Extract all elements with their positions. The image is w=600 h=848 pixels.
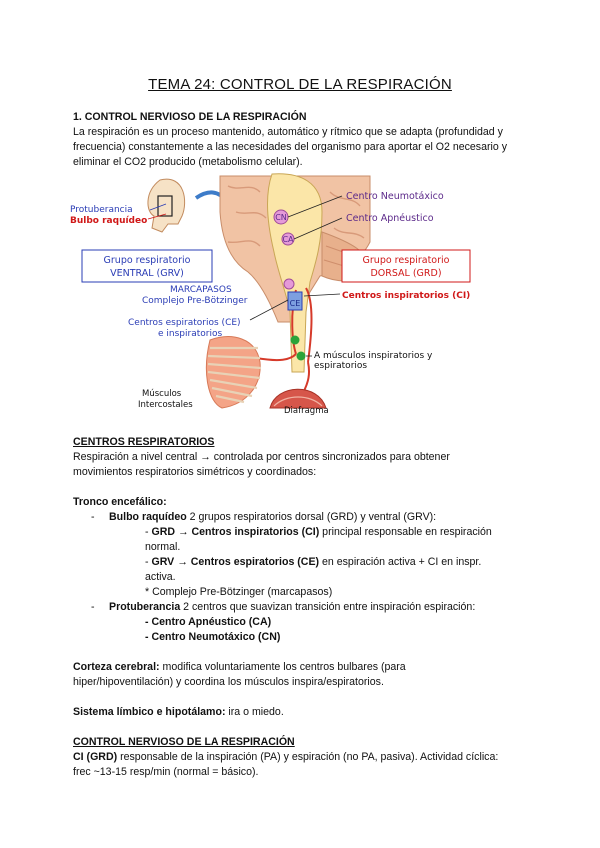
synapse-1-icon [291, 336, 300, 345]
ce-label: CE [289, 299, 301, 308]
grv-box-sub: VENTRAL (GRV) [110, 268, 184, 279]
corteza-line-2: hiper/hipoventilación) y coordina los músculos inspira/espiratorios. [73, 676, 384, 688]
intro-line-3: eliminar el CO2 producido (metabolismo celular). [73, 156, 303, 168]
ci-label: CI (GRD) [73, 751, 118, 763]
tronco-heading: Tronco encefálico: [73, 496, 167, 508]
label-intercostales: Intercostales [138, 400, 193, 410]
grd-line-2: normal. [145, 541, 181, 553]
label-bulbo: Bulbo raquídeo [70, 216, 148, 226]
ci-line-2: frec ~13-15 resp/min (normal = básico). [73, 766, 259, 778]
centros-intro-2: movimientos respiratorios simétricos y coordinados: [73, 466, 317, 478]
protuberancia-text: 2 centros que suavizan transición entre inspiración espiración: [180, 601, 476, 613]
grv-label: GRV → Centros espiratorios (CE) [151, 556, 320, 568]
label-musculos-insp-2: espiratorios [314, 361, 368, 371]
grv-line [145, 555, 481, 570]
centros-intro-1: Respiración a nivel central → controlada por centros sincronizados para obtener [73, 451, 450, 463]
protuberancia-label: Protuberancia [109, 601, 181, 613]
grv-box-title: Grupo respiratorio [103, 255, 191, 266]
bullet-dash: - [91, 511, 95, 523]
label-diafragma: Diafragma [284, 406, 329, 416]
section-heading-control-2: CONTROL NERVIOSO DE LA RESPIRACIÓN [73, 736, 295, 748]
head-silhouette-icon [148, 179, 185, 232]
intro-line-1: La respiración es un proceso mantenido, automático y rítmico que se adapta (profundidad y [73, 126, 503, 138]
ca-label: CA [282, 235, 294, 244]
label-e-inspiratorios: e inspiratorios [158, 329, 223, 339]
ca-line: - Centro Apnéustico (CA) [145, 616, 272, 628]
intro-line-2: frecuencia) constantemente a las necesidades del organismo para aportar el O2 necesario y [73, 141, 508, 153]
label-musculos: Músculos [142, 389, 182, 399]
corteza-label: Corteza cerebral: [73, 661, 160, 673]
label-centros-inspiratorios: Centros inspiratorios (CI) [342, 291, 471, 301]
label-complejo: Complejo Pre-Bötzinger [142, 296, 248, 306]
cn-line: - Centro Neumotáxico (CN) [145, 631, 281, 643]
limbico-label: Sistema límbico e hipotálamo: [73, 706, 226, 718]
ci-line [73, 750, 498, 765]
bulbo-text: 2 grupos respiratorios dorsal (GRD) y ventral (GRV): [186, 511, 437, 523]
page-title: TEMA 24: CONTROL DE LA RESPIRACIÓN [148, 76, 452, 93]
label-marcapasos: MARCAPASOS [170, 285, 232, 295]
respiratory-centers-figure [60, 172, 540, 422]
corteza-text: modifica voluntariamente los centros bulbares (para [159, 661, 406, 673]
grd-line [145, 525, 492, 540]
pre-botzinger-line: * Complejo Pre-Bötzinger (marcapasos) [145, 586, 333, 598]
corteza-line [73, 660, 406, 675]
label-centro-neumotaxico: Centro Neumotáxico [346, 191, 444, 202]
bulbo-label: Bulbo raquídeo [109, 511, 187, 523]
grd-prefix: - [145, 526, 152, 538]
grd-box-sub: DORSAL (GRD) [370, 268, 442, 279]
label-centro-apneustico: Centro Apnéustico [346, 213, 434, 224]
limbico-text: ira o miedo. [225, 706, 284, 718]
label-centros-espiratorios: Centros espiratorios (CE) [128, 318, 241, 328]
label-protuberancia: Protuberancia [70, 205, 133, 215]
bulbo-line [109, 510, 436, 525]
grv-prefix: - [145, 556, 152, 568]
ci-text: responsable de la inspiración (PA) y espiración (no PA, pasiva). Actividad cíclica: [117, 751, 499, 763]
synapse-2-icon [297, 352, 306, 361]
grd-box-title: Grupo respiratorio [362, 255, 450, 266]
protuberancia-line [109, 600, 475, 615]
section-heading-control-nervioso: 1. CONTROL NERVIOSO DE LA RESPIRACIÓN [73, 111, 307, 123]
label-musculos-insp-1: A músculos inspiratorios y [314, 351, 433, 361]
grd-text: principal responsable en respiración [319, 526, 492, 538]
bullet-dash-2: - [91, 601, 95, 613]
limbico-line [73, 705, 284, 720]
grv-nucleus-icon [284, 279, 294, 289]
grd-label: GRD → Centros inspiratorios (CI) [151, 526, 320, 538]
cn-label: CN [275, 213, 287, 222]
ribcage-illustration [206, 337, 261, 408]
grv-line-2: activa. [145, 571, 176, 583]
grv-text: en espiración activa + CI en inspr. [319, 556, 482, 568]
section-heading-centros: CENTROS RESPIRATORIOS [73, 436, 215, 448]
